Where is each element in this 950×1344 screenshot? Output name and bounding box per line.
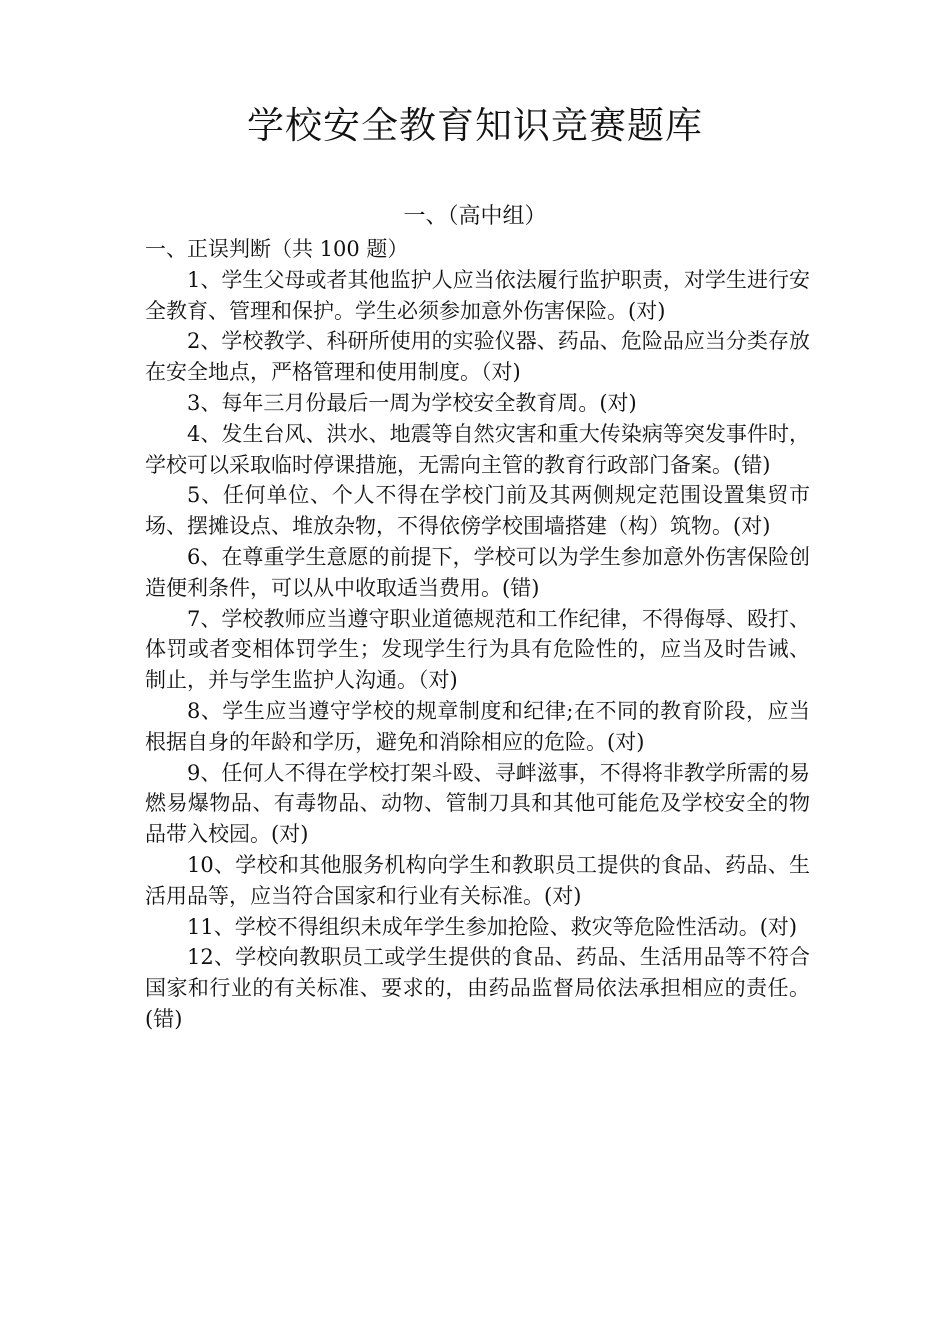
question-item: 5、任何单位、个人不得在学校门前及其两侧规定范围设置集贸市场、摆摊设点、堆放杂物，不得依傍学校围墙搭建（构）筑物。(对): [145, 483, 810, 539]
question-item: 9、任何人不得在学校打架斗殴、寻衅滋事，不得将非教学所需的易燃易爆物品、有毒物品、动物、管制刀具和其他可能危及学校安全的物品带入校园。(对): [145, 760, 810, 847]
question-item: 4、发生台风、洪水、地震等自然灾害和重大传染病等突发事件时，学校可以采取临时停课措施，无需向主管的教育行政部门备案。(错): [145, 421, 810, 477]
question-item: 2、学校教学、科研所使用的实验仪器、药品、危险品应当分类存放在安全地点，严格管理和使用制度。（对): [145, 329, 810, 385]
section-heading: 一、（高中组）: [403, 204, 547, 229]
document-title: 学校安全教育知识竞赛题库: [247, 104, 703, 147]
question-item: 7、学校教师应当遵守职业道德规范和工作纪律，不得侮辱、殴打、体罚或者变相体罚学生；发现学生行为具有危险性的，应当及时告诫、制止，并与学生监护人沟通。（对): [145, 606, 810, 693]
question-item: 1、学生父母或者其他监护人应当依法履行监护职责，对学生进行安全教育、管理和保护。学生必须参加意外伤害保险。(对): [145, 267, 810, 323]
question-item: 10、学校和其他服务机构向学生和教职员工提供的食品、药品、生活用品等，应当符合国家和行业有关标准。(对): [145, 852, 810, 908]
question-item: 3、每年三月份最后一周为学校安全教育周。(对): [187, 390, 637, 415]
question-item: 12、学校向教职员工或学生提供的食品、药品、生活用品等不符合国家和行业的有关标准、要求的，由药品监督局依法承担相应的责任。(错): [145, 945, 810, 1031]
question-group-heading: 一、正误判断（共 100 题）: [145, 237, 409, 261]
question-item: 6、在尊重学生意愿的前提下，学校可以为学生参加意外伤害保险创造便利条件，可以从中收取适当费用。(错): [145, 544, 810, 600]
question-item: 11、学校不得组织未成年学生参加抢险、救灾等危险性活动。(对): [187, 914, 798, 939]
question-item: 8、学生应当遵守学校的规章制度和纪律;在不同的教育阶段，应当根据自身的年龄和学历，避免和消除相应的危险。(对): [145, 698, 810, 754]
document-body: [145, 234, 810, 1035]
